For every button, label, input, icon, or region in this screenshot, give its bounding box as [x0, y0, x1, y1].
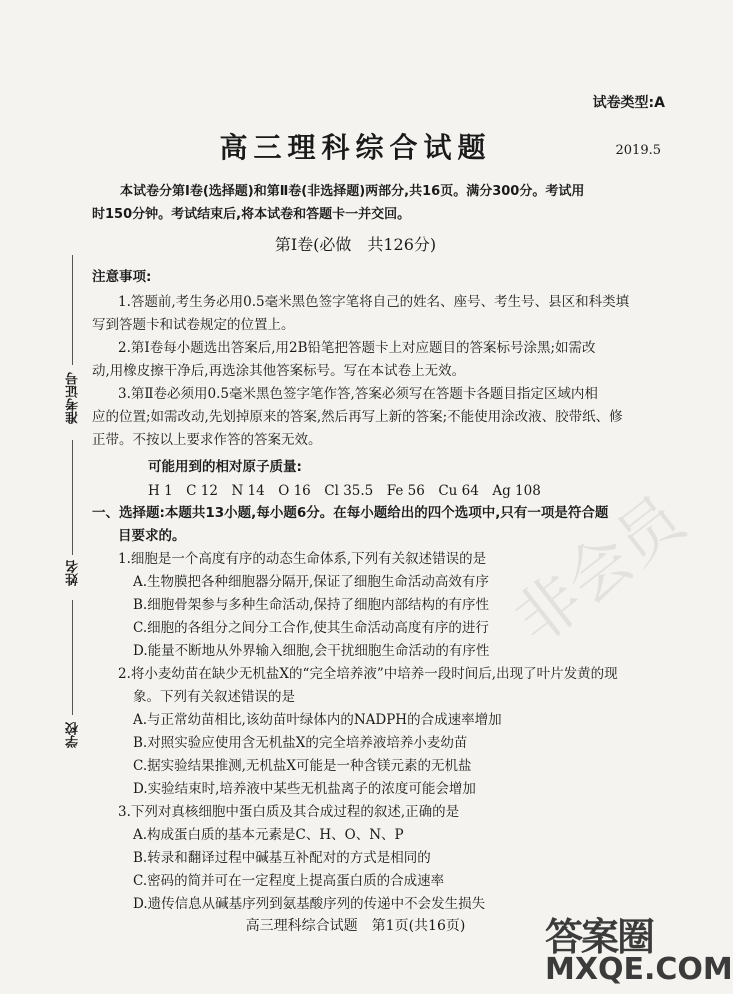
intro-line-2: 时150分钟。考试结束后,将本试卷和答题卡一并交回。 [92, 207, 411, 222]
logo-text-top: 答案圈 [545, 915, 654, 959]
question-option: D.实验结束时,培养液中某些无机盐离子的浓度可能会增加 [133, 781, 476, 797]
intro-line-1: 本试卷分第Ⅰ卷(选择题)和第Ⅱ卷(非选择题)两部分,共16页。满分300分。考试用 [120, 184, 585, 199]
note-line: 1.答题前,考生务必用0.5毫米黑色签字笔将自己的姓名、座号、考生号、县区和科类填 [118, 294, 630, 310]
note-line: 应的位置;如需改动,先划掉原来的答案,然后再写上新的答案;不能使用涂改液、胶带纸、修 [92, 409, 623, 425]
atomic-heading: 可能用到的相对原子质量: [148, 459, 302, 475]
question-option: A.生物膜把各种细胞器分隔开,保证了细胞生命活动高效有序 [133, 574, 489, 590]
question-stem: 2.将小麦幼苗在缺少无机盐X的“完全培养液”中培养一段时间后,出现了叶片发黄的现 [118, 666, 618, 682]
exam-date: 2019.5 [615, 143, 661, 158]
question-option: C.据实验结果推测,无机盐X可能是一种含镁元素的无机盐 [133, 758, 472, 774]
binding-line-mid [72, 440, 73, 555]
note-line: 3.第Ⅱ卷必须用0.5毫米黑色签字笔作答,答案必须写在答题卡各题目指定区域内相 [118, 386, 598, 402]
section-title: 第Ⅰ卷(必做 共126分) [274, 235, 437, 254]
question-option: C.密码的简并可在一定程度上提高蛋白质的合成速率 [133, 873, 445, 889]
atomic-values: H 1 C 12 N 14 O 16 Cl 35.5 Fe 56 Cu 64 Ag 108 [148, 483, 541, 499]
watermark: 非会员 [501, 482, 699, 659]
exam-id-label: 准考证号 [66, 372, 81, 424]
question-option: B.细胞骨架参与多种生命活动,保持了细胞内部结构的有序性 [133, 597, 490, 613]
question-option: D.遗传信息从碱基序列到氨基酸序列的传递中不会发生损失 [133, 896, 486, 912]
note-line: 正带。不按以上要求作答的答案无效。 [92, 432, 322, 448]
question-option: B.对照实验应使用含无机盐X的完全培养液培养小麦幼苗 [133, 735, 468, 751]
question-stem: 3.下列对真核细胞中蛋白质及其合成过程的叙述,正确的是 [118, 804, 460, 820]
page-title: 高三理科综合试题 [219, 131, 492, 164]
question-option: A.与正常幼苗相比,该幼苗叶绿体内的NADPH的合成速率增加 [133, 712, 502, 728]
note-line: 写到答题卡和试卷规定的位置上。 [92, 317, 295, 333]
binding-line-top [72, 255, 73, 365]
question-option: D.能量不断地从外界输入细胞,会干扰细胞生命活动的有序性 [133, 643, 490, 659]
mc-header-line-1: 一、选择题:本题共13小题,每小题6分。在每小题给出的四个选项中,只有一项是符合题 [92, 505, 609, 521]
mc-header-line-2: 目要求的。 [118, 528, 186, 544]
note-line: 动,用橡皮擦干净后,再选涂其他答案标号。写在本试卷上无效。 [92, 363, 466, 379]
school-label: 学校 [66, 722, 81, 748]
paper-type: 试卷类型:A [592, 95, 665, 111]
site-logo [525, 906, 733, 987]
question-option: B.转录和翻译过程中碱基互补配对的方式是相同的 [133, 850, 431, 866]
question-option: A.构成蛋白质的基本元素是C、H、O、N、P [133, 827, 404, 843]
page-footer: 高三理科综合试题 第1页(共16页) [245, 918, 466, 934]
notes-heading: 注意事项: [92, 269, 152, 285]
question-stem: 1.细胞是一个高度有序的动态生命体系,下列有关叙述错误的是 [118, 551, 487, 567]
note-line: 2.第Ⅰ卷每小题选出答案后,用2B铅笔把答题卡上对应题目的答案标号涂黑;如需改 [118, 340, 596, 356]
name-label: 姓名 [66, 560, 81, 586]
binding-line-low [72, 600, 73, 715]
question-stem: 象。下列有关叙述错误的是 [133, 689, 295, 705]
logo-text-bottom: MXQE.COM [545, 952, 733, 987]
question-option: C.细胞的各组分之间分工合作,使其生命活动高度有序的进行 [133, 620, 489, 636]
